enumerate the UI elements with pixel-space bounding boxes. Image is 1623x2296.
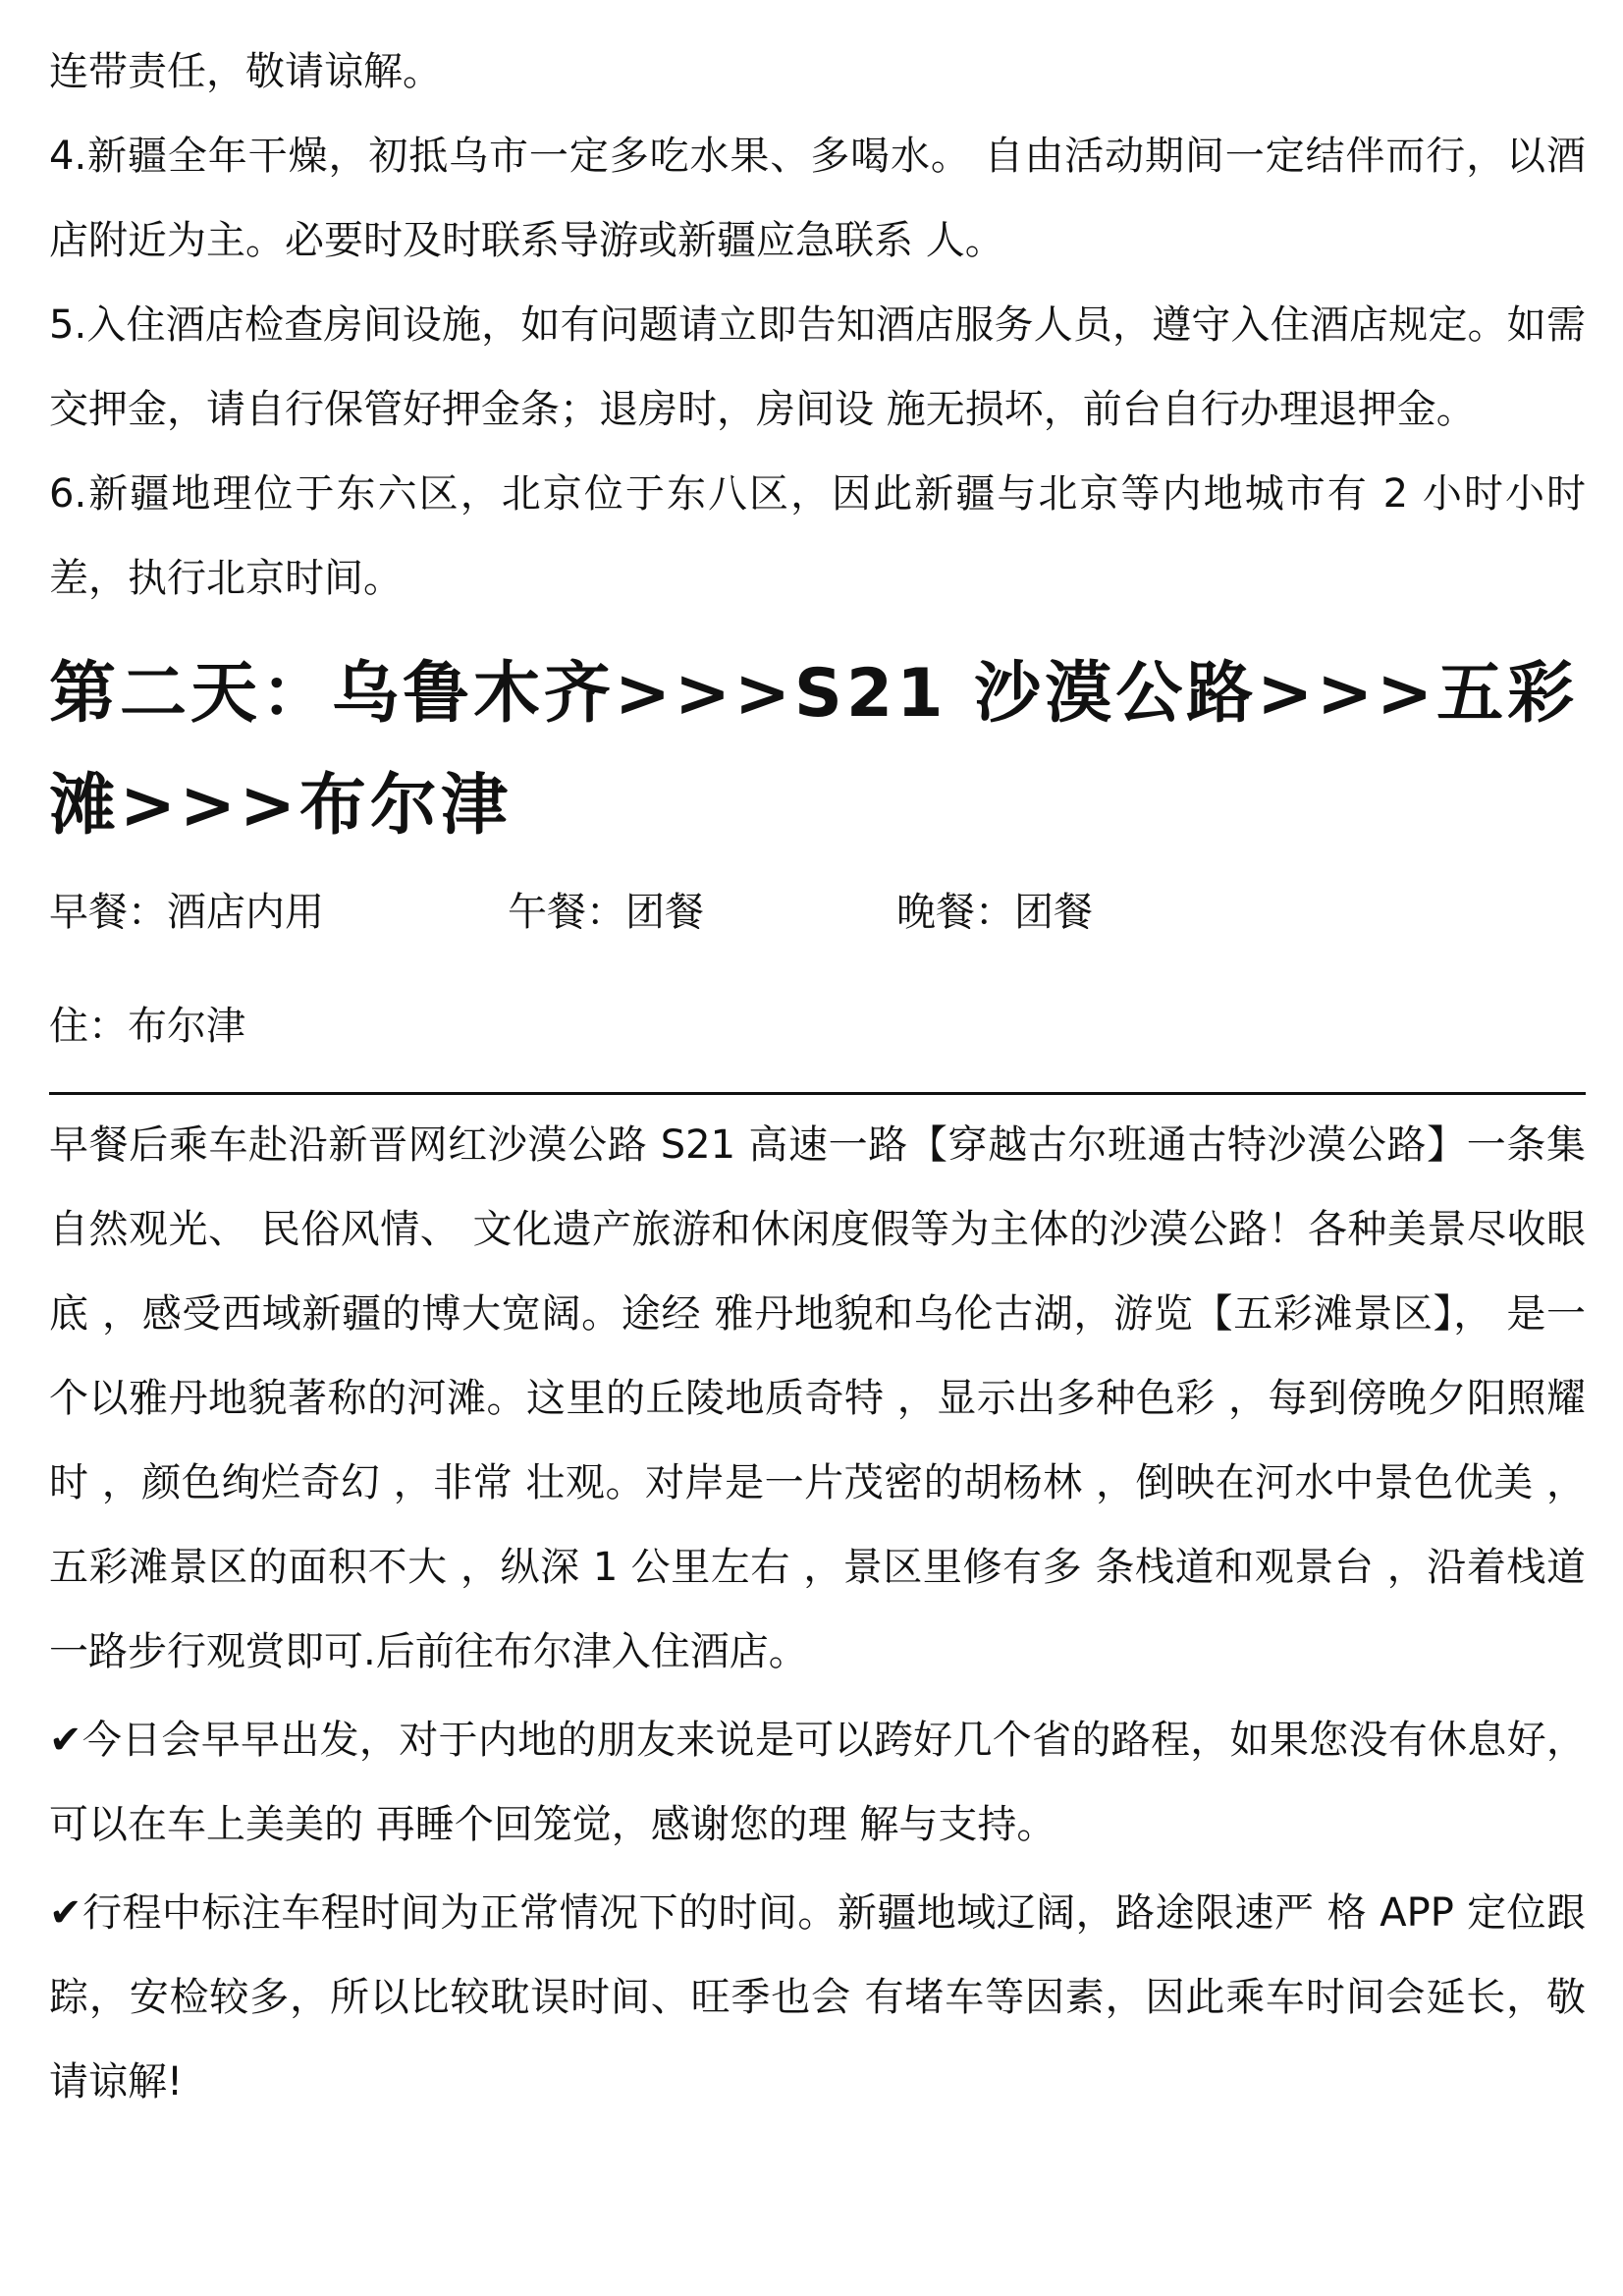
lunch-info: 午餐：团餐	[508, 890, 704, 935]
breakfast-info: 早餐：酒店内用	[49, 890, 324, 935]
intro-paragraph: 5.入住酒店检查房间设施，如有问题请立即告知酒店服务人员，遵守入住酒店规定。如需交押金，请自行保管好押金条；退房时，房间设 施无损坏，前台自行办理退押金。	[49, 302, 1586, 432]
day-description: 早餐后乘车赴沿新晋网红沙漠公路 S21 高速一路【穿越古尔班通古特沙漠公路】一条集自然观光、 民俗风情、 文化遗产旅游和休闲度假等为主体的沙漠公路！各种美景尽收眼底 ，感受西域新疆的博大宽阔。途经 雅丹地貌和乌伦古湖，游览【五彩滩景区】， 是一个以雅丹地貌著称的河滩。这里的丘陵地质奇特 ，显示出多种色彩 ，每到傍晚夕阳照耀时 ，颜色绚烂奇幻 ，非常 壮观。对岸是一片茂密的胡杨林 ，倒映在河水中景色优美 ，五彩滩景区的面积不大 ，纵深 1 公里左右 ，景区里修有多 条栈道和观景台 ，沿着栈道一路步行观赏即可.后前往布尔津入住酒店。	[49, 1122, 1586, 1674]
divider	[49, 1092, 1586, 1095]
intro-paragraph: 6.新疆地理位于东六区，北京位于东八区，因此新疆与北京等内地城市有 2 小时小时差，执行北京时间。	[49, 471, 1586, 601]
intro-paragraph: 4.新疆全年干燥，初抵乌市一定多吃水果、多喝水。 自由活动期间一定结伴而行，以酒店附近为主。必要时及时联系导游或新疆应急联系 人。	[49, 134, 1586, 263]
note-item: ✔行程中标注车程时间为正常情况下的时间。新疆地域辽阔，路途限速严 格 APP 定位跟踪，安检较多，所以比较耽误时间、旺季也会 有堵车等因素，因此乘车时间会延长，敬请谅解!	[49, 1890, 1586, 2105]
dinner-info: 晚餐：团餐	[896, 890, 1093, 935]
day-title: 第二天：乌鲁木齐>>>S21 沙漠公路>>>五彩滩>>>布尔津	[49, 655, 1579, 845]
intro-paragraph: 连带责任，敬请谅解。	[49, 49, 442, 94]
note-item: ✔今日会早早出发，对于内地的朋友来说是可以跨好几个省的路程，如果您没有休息好，可以在车上美美的 再睡个回笼觉，感谢您的理 解与支持。	[49, 1718, 1586, 1847]
accommodation-info: 住：布尔津	[49, 1004, 245, 1049]
document-page	[49, 0, 1586, 2124]
meals-row	[49, 870, 1586, 955]
